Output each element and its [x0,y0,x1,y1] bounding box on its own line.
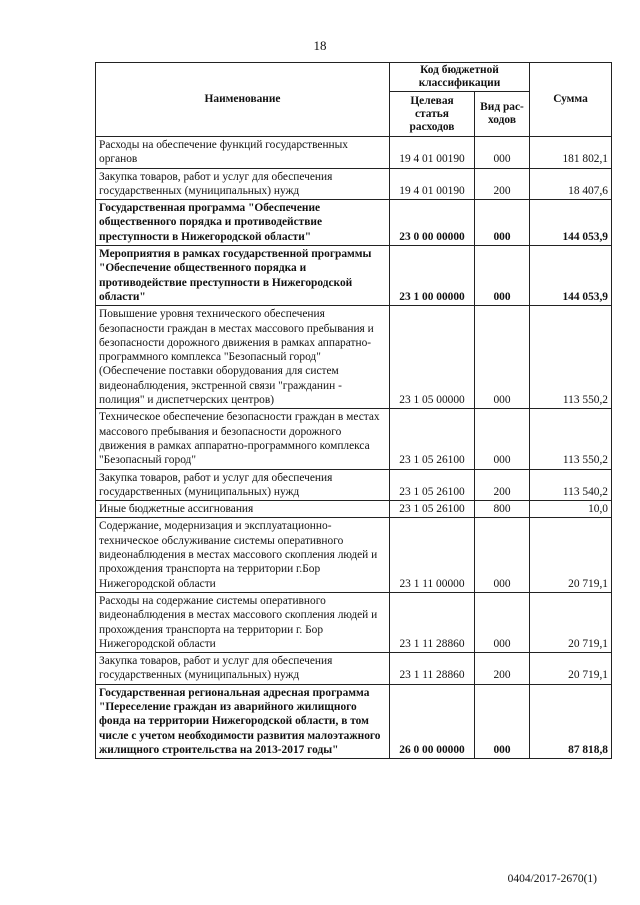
row-amount: 20 719,1 [530,653,612,685]
row-expense-type: 000 [475,306,530,409]
row-name: Расходы на содержание системы оперативного видеонаблюдения в местах массового скопления людей и прохождения транспорта на территории г. Бор Нижегородской области [96,592,390,652]
row-target-code: 23 1 11 28860 [390,592,475,652]
row-target-code: 23 1 05 26100 [390,469,475,501]
row-amount: 113 550,2 [530,306,612,409]
page-number: 18 [313,38,327,53]
row-amount: 181 802,1 [530,137,612,169]
row-name: Закупка товаров, работ и услуг для обеспечения государственных (муниципальных) нужд [96,168,390,200]
row-amount: 144 053,9 [530,246,612,306]
row-name: Закупка товаров, работ и услуг для обеспечения государственных (муниципальных) нужд [96,653,390,685]
row-expense-type: 000 [475,200,530,246]
row-target-code: 23 1 11 28860 [390,653,475,685]
header-expense-type: Вид рас-ходов [475,92,530,137]
table-row [96,246,612,306]
row-name: Расходы на обеспечение функций государственных органов [96,137,390,169]
row-expense-type: 000 [475,684,530,758]
row-expense-type: 000 [475,409,530,469]
table-row [96,518,612,592]
row-expense-type: 200 [475,469,530,501]
row-name: Техническое обеспечение безопасности граждан в местах массового пребывания и безопасности дорожного движения в рамках аппаратно-программного комплекса "Безопасный город" [96,409,390,469]
table-row [96,653,612,685]
table-row [96,592,612,652]
budget-table [95,62,612,759]
row-name: Иные бюджетные ассигнования [96,501,390,518]
row-target-code: 19 4 01 00190 [390,137,475,169]
table-row [96,501,612,518]
row-target-code: 23 1 05 00000 [390,306,475,409]
table-row [96,469,612,501]
row-amount: 18 407,6 [530,168,612,200]
row-expense-type: 000 [475,137,530,169]
row-target-code: 23 1 11 00000 [390,518,475,592]
row-expense-type: 800 [475,501,530,518]
row-target-code: 23 1 05 26100 [390,409,475,469]
row-expense-type: 200 [475,168,530,200]
row-amount: 20 719,1 [530,518,612,592]
row-name: Государственная программа "Обеспечение общественного порядка и противодействие преступности в Нижегородской области" [96,200,390,246]
row-target-code: 23 1 00 00000 [390,246,475,306]
row-amount: 10,0 [530,501,612,518]
table-row [96,168,612,200]
header-amount: Сумма [530,63,612,137]
row-target-code: 23 0 00 00000 [390,200,475,246]
row-amount: 113 540,2 [530,469,612,501]
row-target-code: 26 0 00 00000 [390,684,475,758]
row-name: Закупка товаров, работ и услуг для обеспечения государственных (муниципальных) нужд [96,469,390,501]
row-name: Содержание, модернизация и эксплуатационно-техническое обслуживание системы оперативного видеонаблюдения в местах массового скопления людей и прохождения транспорта на территории г.Бор Нижегородской области [96,518,390,592]
row-amount: 113 550,2 [530,409,612,469]
table-row [96,137,612,169]
table-row [96,409,612,469]
header-budget-code: Код бюджетной классификации [390,63,530,92]
row-name: Государственная региональная адресная программа "Переселение граждан из аварийного жилищного фонда на территории Нижегородской области, в том числе с учетом необходимости развития малоэтажного жилищного строительства на 2013-2017 годы" [96,684,390,758]
row-target-code: 23 1 05 26100 [390,501,475,518]
row-target-code: 19 4 01 00190 [390,168,475,200]
row-expense-type: 200 [475,653,530,685]
row-amount: 20 719,1 [530,592,612,652]
row-expense-type: 000 [475,592,530,652]
row-expense-type: 000 [475,246,530,306]
row-amount: 144 053,9 [530,200,612,246]
header-name: Наименование [96,63,390,137]
table-row [96,200,612,246]
document-reference: 0404/2017-2670(1) [507,873,597,885]
row-amount: 87 818,8 [530,684,612,758]
row-expense-type: 000 [475,518,530,592]
table-row [96,306,612,409]
table-row [96,684,612,758]
row-name: Мероприятия в рамках государственной программы "Обеспечение общественного порядка и противодействие преступности в Нижегородской области" [96,246,390,306]
header-target-item: Целевая статья расходов [390,92,475,137]
row-name: Повышение уровня технического обеспечения безопасности граждан в местах массового пребывания и безопасности дорожного движения в рамках аппаратно-программного комплекса "Безопасный город" (Обеспечение поставки оборудования для систем видеонаблюдения, экстренной связи "гражданин - полиция" и диспетчерских центров) [96,306,390,409]
